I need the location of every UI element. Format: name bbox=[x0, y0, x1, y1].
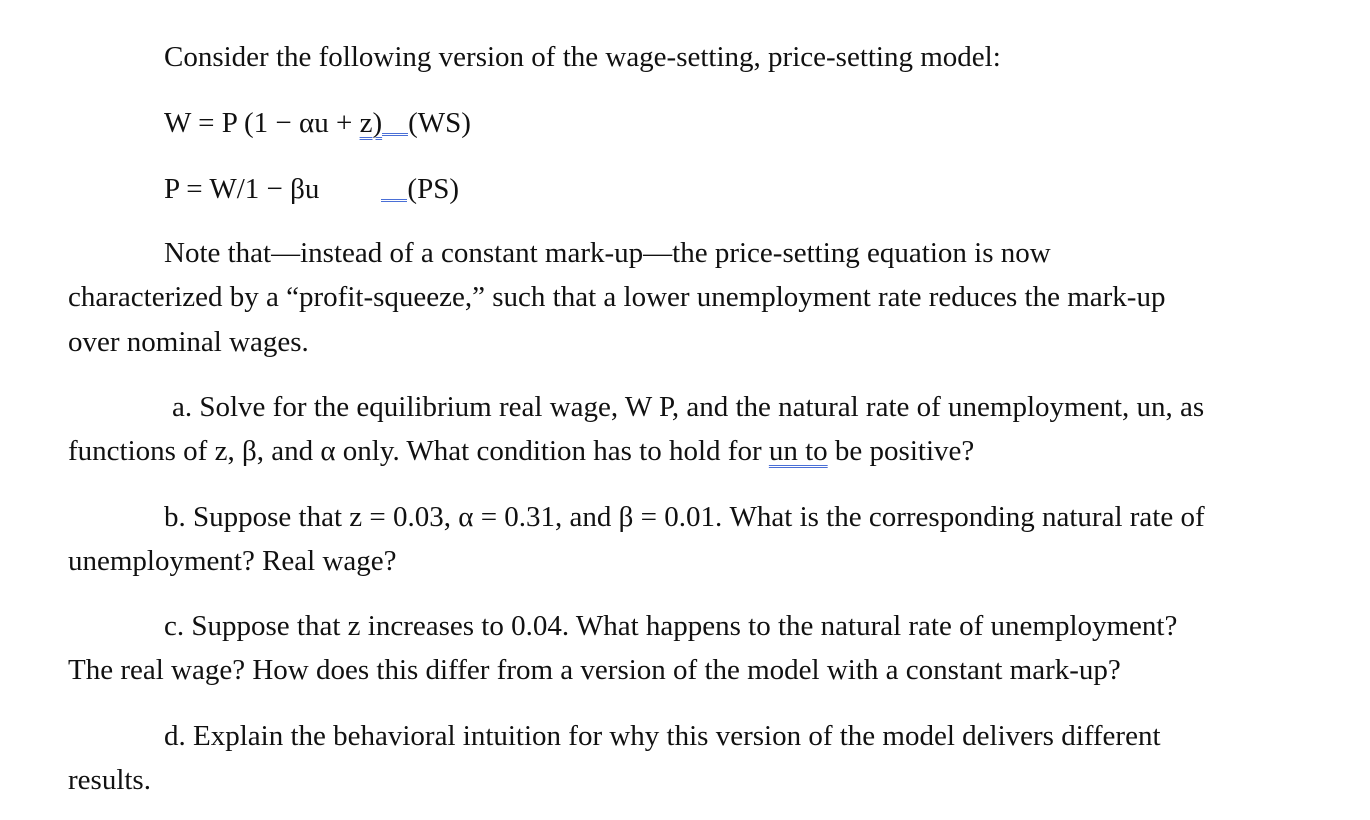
note-line-1: Note that—instead of a constant mark-up—the price-setting equation is now bbox=[164, 237, 1051, 269]
ws-equation bbox=[164, 106, 471, 140]
question-a-line-2 bbox=[68, 434, 974, 468]
ws-equation-label: (WS) bbox=[408, 107, 471, 139]
ps-equation-label: (PS) bbox=[407, 173, 459, 205]
question-c-line-2: The real wage? How does this differ from a version of the model with a constant mark-up? bbox=[68, 654, 1121, 686]
question-a-text-after: be positive? bbox=[827, 435, 975, 467]
ps-equation bbox=[164, 172, 459, 206]
question-b-line-1: b. Suppose that z = 0.03, α = 0.31, and β = 0.01. What is the corresponding natural rate of bbox=[164, 501, 1205, 533]
ps-equation-lhs: P = W/1 − βu bbox=[164, 173, 320, 205]
question-a-underlined: un to bbox=[768, 435, 828, 467]
ws-equation-z: z) bbox=[359, 107, 383, 139]
ps-gap-mark bbox=[381, 199, 407, 202]
note-line-2: characterized by a “profit-squeeze,” such that a lower unemployment rate reduces the mark-up bbox=[68, 281, 1166, 313]
question-b-line-2: unemployment? Real wage? bbox=[68, 545, 397, 577]
question-d-line-1: d. Explain the behavioral intuition for why this version of the model delivers different bbox=[164, 720, 1161, 752]
ws-gap-mark bbox=[382, 133, 408, 136]
intro-text: Consider the following version of the wage-setting, price-setting model: bbox=[164, 41, 1001, 73]
question-a-line-1: a. Solve for the equilibrium real wage, W P, and the natural rate of unemployment, un, as bbox=[172, 391, 1205, 423]
question-a-text-before: functions of z, β, and α only. What condition has to hold for bbox=[68, 435, 769, 467]
note-line-3: over nominal wages. bbox=[68, 326, 309, 358]
question-d-line-2: results. bbox=[68, 764, 151, 796]
ws-equation-lhs: W = P (1 − αu + bbox=[164, 107, 360, 139]
question-c-line-1: c. Suppose that z increases to 0.04. What happens to the natural rate of unemployment? bbox=[164, 610, 1178, 642]
